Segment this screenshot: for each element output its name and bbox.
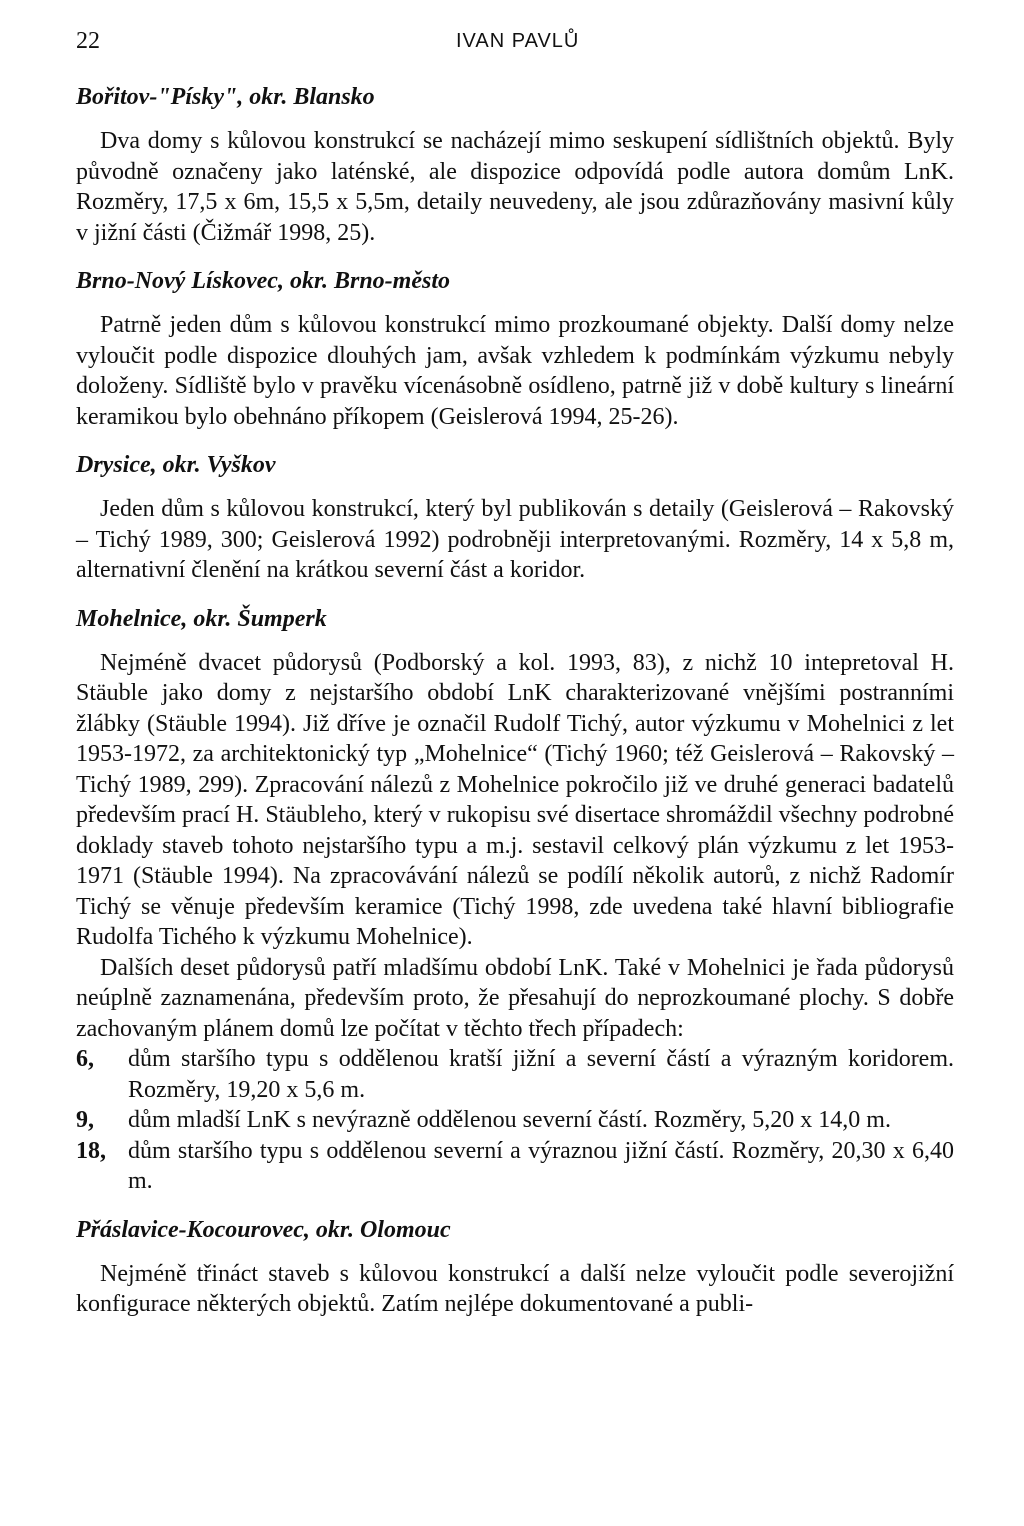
list-item-number: 6, bbox=[76, 1046, 94, 1072]
running-title: IVAN PAVLŮ bbox=[456, 30, 580, 52]
section-brno-novy-liskovec bbox=[76, 266, 954, 432]
paragraph: Nejméně třináct staveb s kůlovou konstrukcí a další nelze vyloučit podle severojižní konfigurace některých objektů. Zatím nejlépe dokumentované a publi- bbox=[76, 1260, 954, 1317]
section-heading: Drysice, okr. Vyškov bbox=[76, 452, 276, 478]
paragraph: Dalších deset půdorysů patří mladšímu období LnK. Také v Mohelnici je řada půdorysů neúplně zaznamenána, především proto, že přesahují do neprozkoumané plochy. S dobře zachovaným plánem domů lze počítat v těchto třech případech: bbox=[76, 954, 954, 1042]
list-item-number: 9, bbox=[76, 1107, 94, 1133]
house-list bbox=[76, 1044, 954, 1197]
section-boritov bbox=[76, 82, 954, 248]
page-header bbox=[76, 0, 954, 60]
section-heading: Mohelnice, okr. Šumperk bbox=[76, 605, 327, 632]
page-number: 22 bbox=[76, 28, 100, 54]
section-drysice bbox=[76, 450, 954, 586]
list-item-text: dům staršího typu s oddělenou severní a výraznou jižní částí. Rozměry, 20,30 x 6,40 m. bbox=[128, 1137, 954, 1194]
section-praslavice bbox=[76, 1215, 954, 1320]
list-item-text: dům staršího typu s oddělenou kratší jižní a severní částí a výrazným koridorem. Rozměry, 19,20 x 5,6 m. bbox=[128, 1046, 954, 1103]
section-mohelnice bbox=[76, 604, 954, 1197]
list-item bbox=[76, 1105, 954, 1136]
section-heading: Přáslavice-Kocourovec, okr. Olomouc bbox=[76, 1216, 451, 1243]
paragraph: Nejméně dvacet půdorysů (Podborský a kol. 1993, 83), z nichž 10 intepretoval H. Stäuble jako domy z nejstaršího období LnK charakterizované vnějšími postranními žlábky (Stäuble 1994). Již dříve je označil Rudolf Tichý, autor výzkumu v Mohelnici z let 1953-1972, za architektonický typ „Mohelnice“ (Tichý 1960; též Geislerová – Rakovský – Tichý 1989, 299). Zpracování nálezů z Mohelnice pokročilo již ve druhé generaci badatelů především prací H. Stäubleho, který v rukopisu své disertace shromáždil všechny podrobné doklady staveb tohoto nejstaršího typu a m.j. sestavil celkový plán výzkumu z let 1953-1971 (Stäuble 1994). Na zpracovávání nálezů se podílí několik autorů, z nichž Radomír Tichý se věnuje především keramice (Tichý 1998, zde uvedena také hlavní bibliografie Rudolfa Tichého k výzkumu Mohelnice). bbox=[76, 649, 954, 950]
document-page bbox=[76, 0, 954, 1320]
paragraph: Patrně jeden dům s kůlovou konstrukcí mimo prozkoumané objekty. Další domy nelze vyloučit podle dispozice dlouhých jam, avšak vzhledem k podmínkám výzkumu nebyly doloženy. Sídliště bylo v pravěku vícenásobně osídleno, patrně již v době kultury s lineární keramikou bylo obehnáno příkopem (Geislerová 1994, 25-26). bbox=[76, 312, 954, 430]
list-item bbox=[76, 1136, 954, 1197]
paragraph: Jeden dům s kůlovou konstrukcí, který byl publikován s detaily (Geislerová – Rakovský – Tichý 1989, 300; Geislerová 1992) podrobněji interpretovanými. Rozměry, 14 x 5,8 m, alternativní členění na krátkou severní část a koridor. bbox=[76, 496, 954, 583]
section-heading: Brno-Nový Lískovec, okr. Brno-město bbox=[76, 268, 450, 294]
list-item bbox=[76, 1044, 954, 1105]
list-item-text: dům mladší LnK s nevýrazně oddělenou severní částí. Rozměry, 5,20 x 14,0 m. bbox=[128, 1107, 891, 1133]
list-item-number: 18, bbox=[76, 1137, 106, 1164]
section-heading: Bořitov-"Písky", okr. Blansko bbox=[76, 84, 375, 110]
paragraph: Dva domy s kůlovou konstrukcí se nacházejí mimo seskupení sídlištních objektů. Byly původně označeny jako laténské, ale dispozice odpovídá podle autora domům LnK. Rozměry, 17,5 x 6m, 15,5 x 5,5m, detaily neuvedeny, ale jsou zdůrazňovány masivní kůly v jižní části (Čižmář 1998, 25). bbox=[76, 128, 954, 246]
